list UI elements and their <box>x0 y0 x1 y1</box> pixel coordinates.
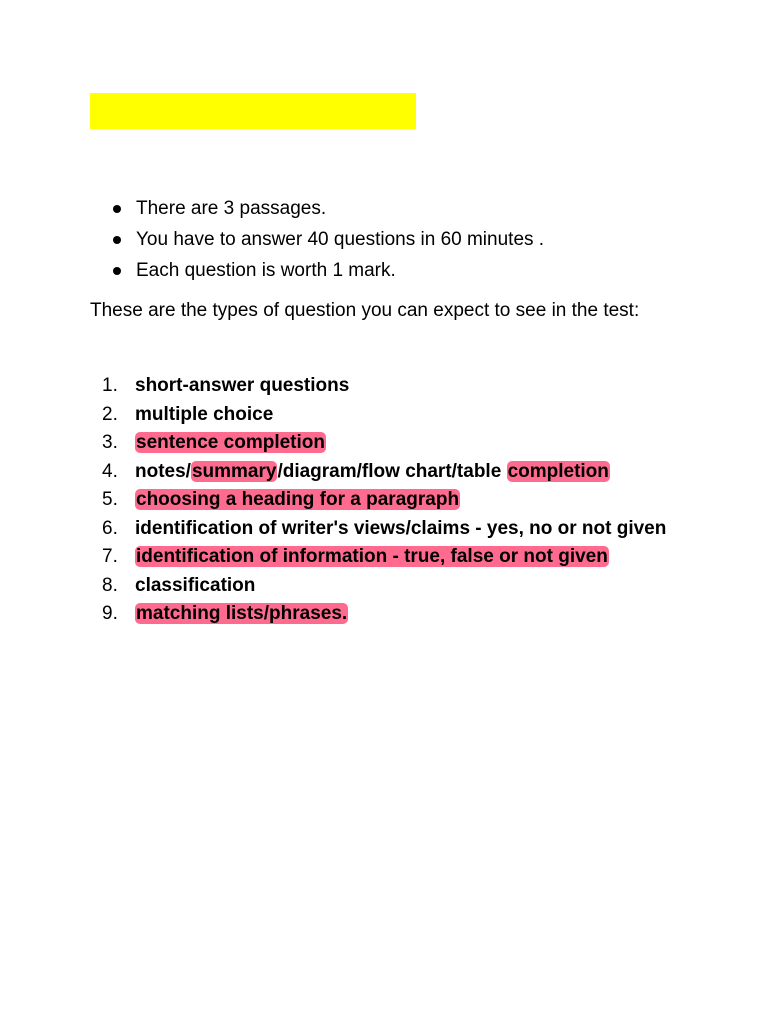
list-item <box>90 572 670 601</box>
list-item <box>90 600 670 629</box>
highlighted-text: choosing a heading for a paragraph <box>136 489 460 510</box>
bullet-dot-icon <box>113 267 121 275</box>
list-number: 9. <box>102 603 118 624</box>
question-types-list <box>90 372 670 629</box>
list-number: 7. <box>102 546 118 567</box>
bullet-text: You have to answer 40 questions in 60 minutes . <box>136 229 545 250</box>
bullet-item <box>108 224 544 255</box>
list-number: 5. <box>102 489 118 510</box>
bullet-dot-icon <box>113 236 121 244</box>
bullet-item <box>108 193 544 224</box>
list-item <box>90 458 670 487</box>
list-item <box>90 486 670 515</box>
list-number: 6. <box>102 517 118 539</box>
list-item <box>90 401 670 430</box>
bullet-text: There are 3 passages. <box>136 198 327 219</box>
list-item-text: /diagram/flow chart/table <box>277 460 507 482</box>
list-item-text: classification <box>135 574 256 596</box>
bullet-item <box>108 255 544 286</box>
list-item <box>90 429 670 458</box>
title-highlight-bar <box>90 93 416 129</box>
info-bullet-list <box>108 193 544 286</box>
list-item <box>90 372 670 401</box>
highlighted-text: sentence completion <box>136 432 325 453</box>
list-number: 2. <box>102 403 118 425</box>
highlighted-text: completion <box>507 460 609 482</box>
list-number: 3. <box>102 432 118 453</box>
list-number: 1. <box>102 375 118 396</box>
list-item-text: multiple choice <box>135 403 274 425</box>
list-number: 8. <box>102 574 118 596</box>
list-item-text: identification of writer's views/claims - yes, no or not given <box>135 517 667 539</box>
list-item <box>90 515 670 544</box>
highlighted-text: identification of information - true, false or not given <box>136 546 608 567</box>
list-item-text: short-answer questions <box>135 375 350 396</box>
intro-paragraph: These are the types of question you can expect to see in the test: <box>90 300 640 321</box>
bullet-text: Each question is worth 1 mark. <box>136 260 396 281</box>
bullet-dot-icon <box>113 205 121 213</box>
highlighted-text: matching lists/phrases. <box>136 603 348 624</box>
list-item-text: notes/ <box>135 460 191 482</box>
highlighted-text: summary <box>191 460 277 482</box>
list-number: 4. <box>102 460 118 482</box>
list-item <box>90 543 670 572</box>
